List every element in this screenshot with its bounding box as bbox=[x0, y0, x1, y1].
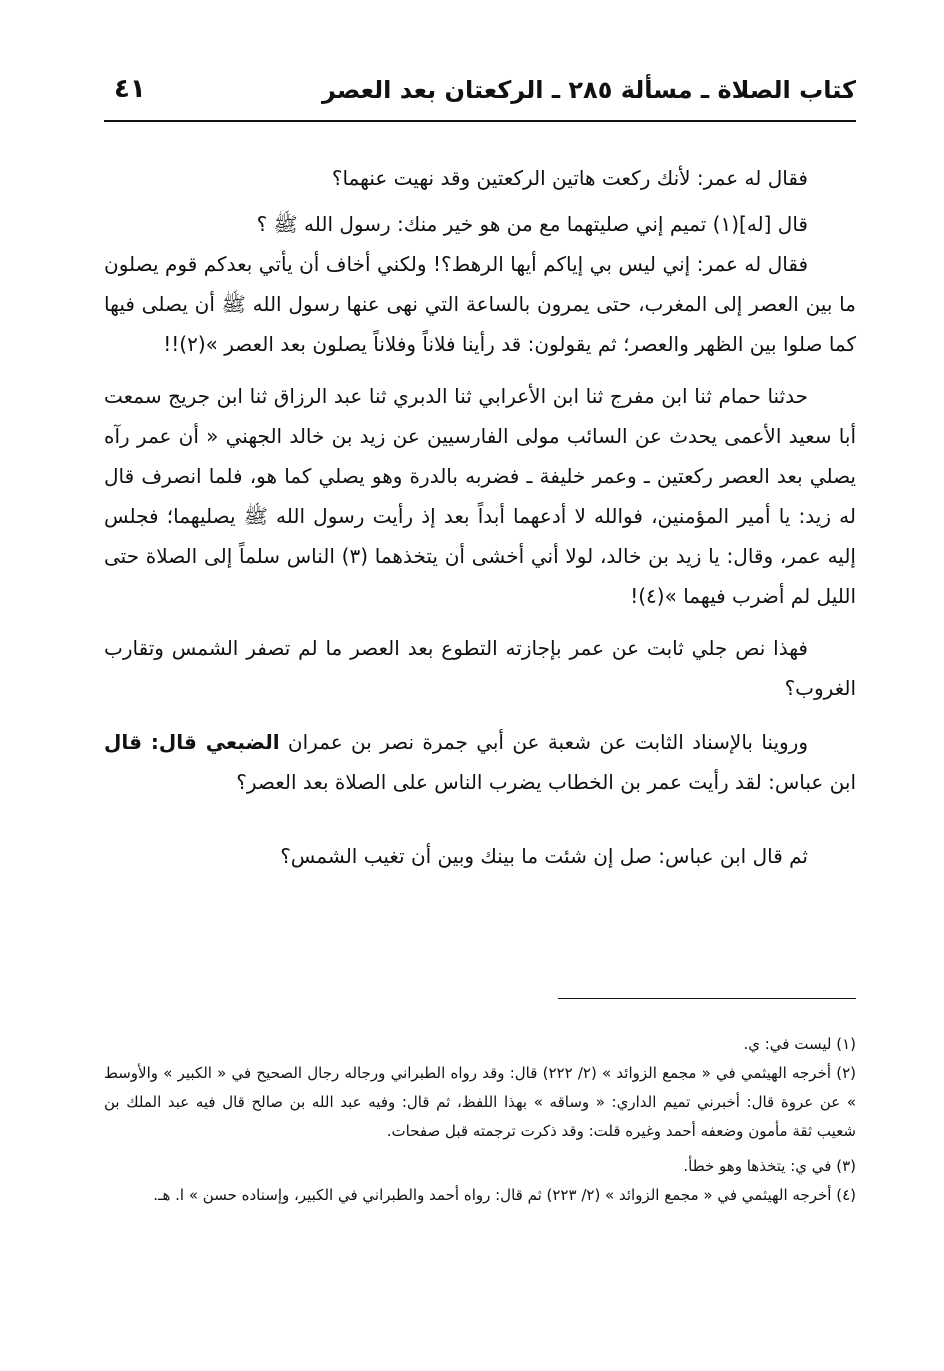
paragraph: ثم قال ابن عباس: صل إن شئت ما بينك وبين أن تغيب الشمس؟ bbox=[280, 844, 808, 868]
footnote: (٤) أخرجه الهيثمي في « مجمع الزوائد » (٢/ ٢٢٣) ثم قال: رواه أحمد والطبراني في الكبير، وإسناده حسن » ا. هـ. bbox=[153, 1186, 856, 1204]
running-title: كتاب الصلاة ـ مسألة ٢٨٥ ـ الركعتان بعد العصر bbox=[322, 76, 856, 104]
paragraph: قال [له](١) تميم إني صليتهما مع من هو خير منك: رسول الله ﷺ ؟ bbox=[256, 212, 808, 236]
page-header bbox=[104, 68, 856, 116]
footnote: (٣) في ي: يتخذها وهو خطأ. bbox=[683, 1157, 856, 1175]
paragraph bbox=[104, 722, 856, 802]
paragraph: فقال له عمر: لأنك ركعت هاتين الركعتين وقد نهيت عنهما؟ bbox=[331, 166, 808, 190]
footnote: (١) ليست في: ي. bbox=[743, 1035, 856, 1053]
header-divider bbox=[104, 120, 856, 122]
footnotes bbox=[104, 1030, 856, 1210]
paragraph-text: ابن عباس: لقد رأيت عمر بن الخطاب يضرب الناس على الصلاة بعد العصر؟ bbox=[236, 770, 856, 794]
page-number: ٤١ bbox=[114, 74, 146, 104]
footnote: (٢) أخرجه الهيثمي في « مجمع الزوائد » (٢/ ٢٢٢) قال: وقد رواه الطبراني ورجاله رجال الصحيح في « الكبير » والأوسط » عن عروة قال: أخبرني تميم الداري: « وساقه » بهذا اللفظ، ثم قال: وفيه عبد الله بن صالح قال فيه عبد الملك بن شعيب ثقة مأمون وضعفه أحمد وغيره قلت: وقد ذكرت ترجمته قبل صفحات. bbox=[104, 1064, 856, 1140]
footnote-divider bbox=[558, 998, 856, 999]
paragraph: فقال له عمر: إني ليس بي إياكم أيها الرهط؟! ولكني أخاف أن يأتي بعدكم قوم يصلون ما بين العصر إلى المغرب، حتى يمرون بالساعة التي نهى عنها رسول الله ﷺ أن يصلى فيها كما صلوا بين الظهر والعصر؛ ثم يقولون: قد رأينا فلاناً وفلاناً يصلون بعد العصر »(٢)!! bbox=[104, 252, 856, 356]
bold-text: الضبعي قال: قال bbox=[104, 730, 280, 754]
main-text bbox=[104, 158, 856, 876]
paragraph: فهذا نص جلي ثابت عن عمر بإجازته التطوع بعد العصر ما لم تصفر الشمس وتقارب الغروب؟ bbox=[104, 636, 856, 700]
paragraph-text: وروينا بالإسناد الثابت عن شعبة عن أبي جمرة نصر بن عمران bbox=[279, 730, 808, 754]
paragraph: حدثنا حمام ثنا ابن مفرج ثنا ابن الأعرابي ثنا الدبري ثنا عبد الرزاق ثنا ابن جريج سمعت أبا سعيد الأعمى يحدث عن السائب مولى الفارسيين عن زيد بن خالد الجهني « أن عمر رآه يصلي بعد العصر ركعتين ـ وعمر خليفة ـ فضربه بالدرة وهو يصلي كما هو، فلما انصرف قال له زيد: يا أمير المؤمنين، فوالله لا أدعهما أبداً بعد إذ رأيت رسول الله ﷺ يصليهما؛ فجلس إليه عمر، وقال: يا زيد بن خالد، لولا أني أخشى أن يتخذهما (٣) الناس سلماً إلى الصلاة حتى الليل لم أضرب فيهما »(٤)! bbox=[104, 384, 856, 608]
